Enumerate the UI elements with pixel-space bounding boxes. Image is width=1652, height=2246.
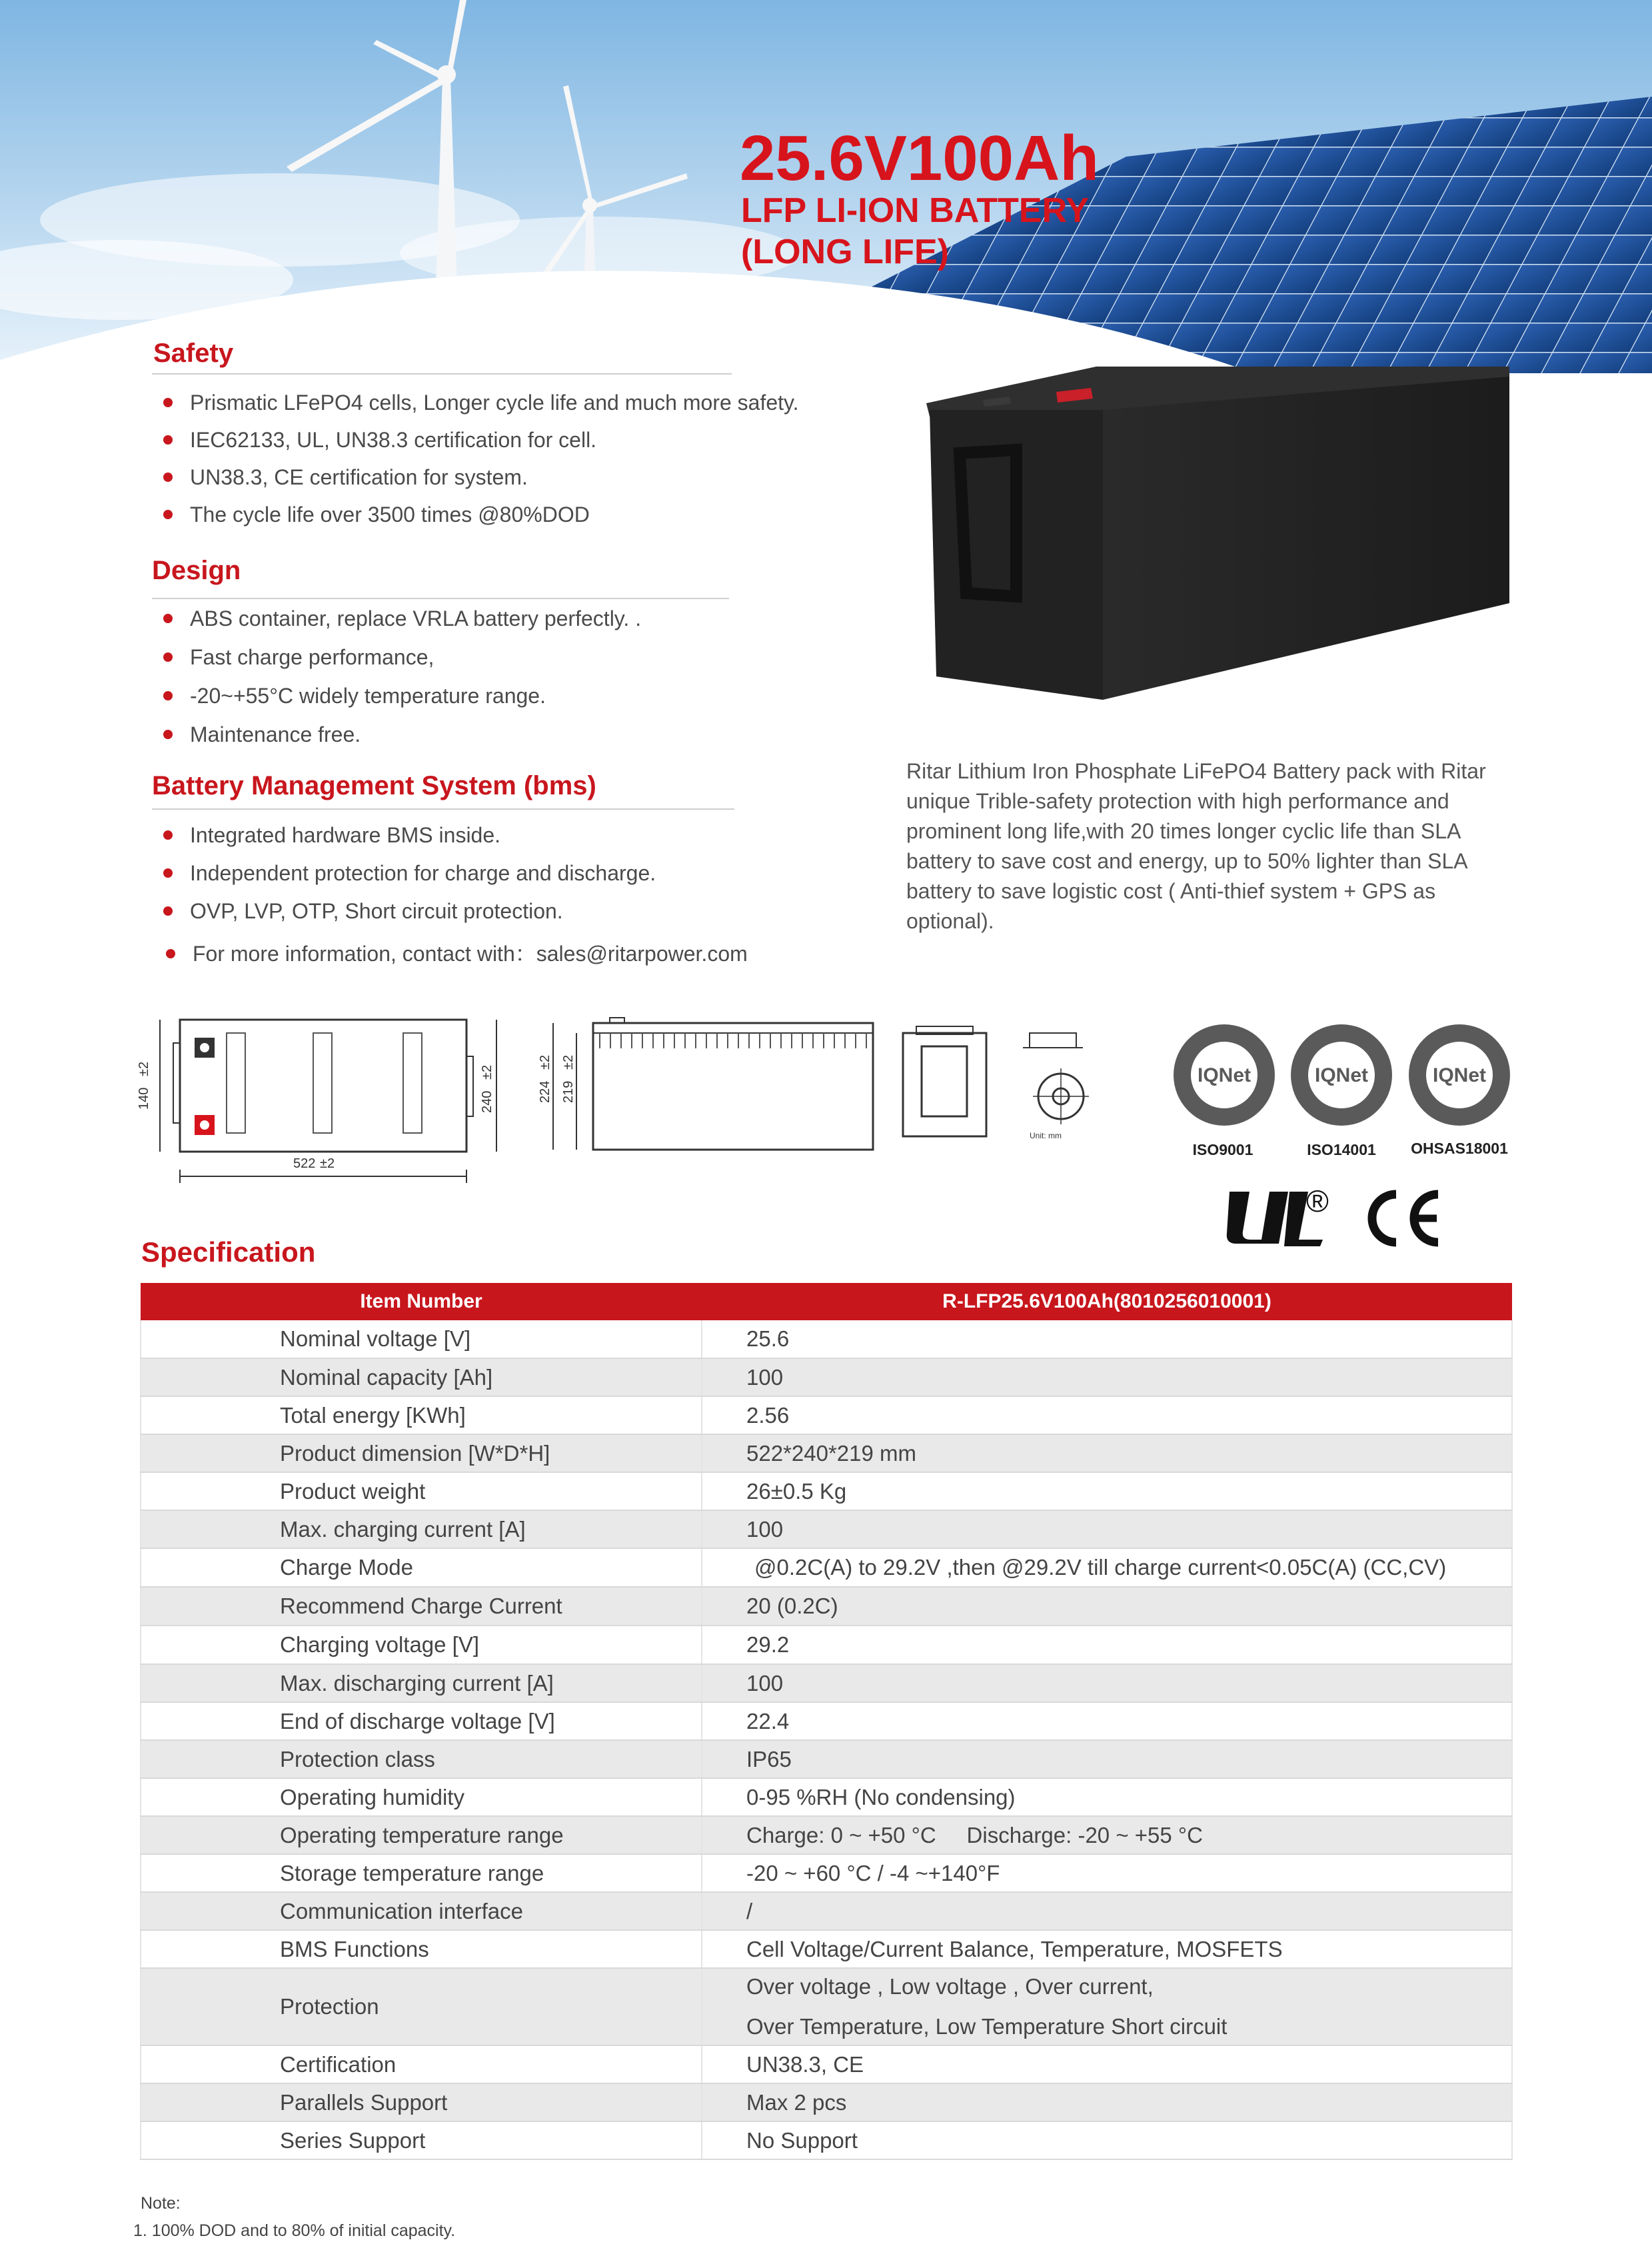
- bullet-icon: [163, 510, 173, 519]
- design-item-text: Maintenance free.: [190, 722, 361, 746]
- spec-value: Charge: 0 ~ +50 °C Discharge: -20 ~ +55 °C: [702, 1816, 1512, 1854]
- spec-key: Operating temperature range: [141, 1816, 702, 1854]
- bullet-icon: [163, 473, 173, 482]
- spec-value: -20 ~ +60 °C / -4 ~+140°F: [702, 1854, 1512, 1892]
- spec-key: Charge Mode: [141, 1548, 702, 1587]
- safety-divider: [152, 373, 732, 375]
- product-title: 25.6V100Ah: [740, 123, 1100, 194]
- safety-item: [163, 428, 596, 453]
- spec-key: Nominal capacity [Ah]: [141, 1358, 702, 1396]
- subtitle-line-1: LFP LI-ION BATTERY: [741, 191, 1089, 230]
- design-item: [163, 606, 641, 631]
- bms-item: [166, 937, 748, 968]
- terminal-detail-drawing: [1023, 1033, 1089, 1140]
- spec-value: /: [702, 1892, 1512, 1930]
- iqnet-seal-icon: [1174, 1024, 1275, 1126]
- total-height-tolerance: ±2: [538, 1054, 552, 1070]
- bullet-icon: [163, 868, 173, 878]
- ce-mark-icon: [1359, 1186, 1443, 1250]
- bullet-icon: [163, 435, 173, 445]
- bms-item: [163, 823, 500, 848]
- unit-label: Unit: mm: [1030, 1131, 1062, 1140]
- spec-key: BMS Functions: [141, 1930, 702, 1968]
- spec-value-line-1: Over voltage , Low voltage , Over current,: [746, 1974, 1154, 1999]
- bullet-icon: [163, 691, 173, 700]
- specification-heading: Specification: [141, 1236, 316, 1268]
- spec-value: 25.6: [702, 1320, 1512, 1358]
- safety-item: [163, 503, 590, 527]
- safety-item-text: Prismatic LFePO4 cells, Longer cycle life and much more safety.: [190, 391, 799, 415]
- spec-header-model: R-LFP25.6V100Ah(8010256010001): [702, 1283, 1512, 1320]
- spec-key: Product weight: [141, 1472, 702, 1510]
- case-height-dimension: 219: [561, 1080, 576, 1103]
- spec-key: Protection: [141, 1968, 702, 2045]
- product-description: Ritar Lithium Iron Phosphate LiFePO4 Battery pack with Ritar unique Trible-safety protection with high performance and prominent long life,with 20 times longer cyclic life than SLA battery to save cost and energy, up to 50% lighter than SLA battery to save logistic cost ( Anti-thief system + GPS as optional).: [906, 759, 1486, 933]
- safety-item: [163, 391, 799, 415]
- spec-key: Protection class: [141, 1740, 702, 1778]
- bms-item-text: For more information, contact with：sales@ritarpower.com: [193, 942, 748, 966]
- bms-item: [163, 899, 563, 924]
- spec-header-item: Item Number: [141, 1283, 702, 1320]
- bullet-icon: [163, 652, 173, 662]
- spec-header-row: [141, 1283, 1512, 1320]
- spec-value: 100: [702, 1664, 1512, 1702]
- design-item: [163, 645, 434, 670]
- depth-dimension: 240: [480, 1090, 494, 1113]
- note-item: 1. 100% DOD and to 80% of initial capacity.: [133, 2221, 456, 2240]
- note-label: Note:: [141, 2194, 181, 2213]
- spec-key: Series Support: [141, 2121, 702, 2159]
- spec-key: Max. discharging current [A]: [141, 1664, 702, 1702]
- spec-value: IP65: [702, 1740, 1512, 1778]
- top-view-drawing: [137, 1020, 496, 1183]
- spec-value: 2.56: [702, 1396, 1512, 1434]
- spec-value: @0.2C(A) to 29.2V ,then @29.2V till charge current<0.05C(A) (CC,CV): [702, 1548, 1512, 1587]
- spec-key: Communication interface: [141, 1892, 702, 1930]
- case-height-tolerance: ±2: [561, 1054, 576, 1070]
- spec-key: Recommend Charge Current: [141, 1587, 702, 1626]
- bms-item-text: OVP, LVP, OTP, Short circuit protection.: [190, 899, 563, 923]
- spec-value: 26±0.5 Kg: [702, 1472, 1512, 1510]
- bullet-icon: [163, 830, 173, 840]
- design-heading: Design: [152, 556, 241, 585]
- seal-text: IQNet: [1197, 1064, 1251, 1086]
- subtitle-line-2: (LONG LIFE): [741, 233, 949, 271]
- spec-key: Certification: [141, 2045, 702, 2083]
- spec-key: Parallels Support: [141, 2083, 702, 2121]
- spec-value: No Support: [702, 2121, 1512, 2159]
- bullet-icon: [163, 398, 173, 407]
- width-tolerance: ±2: [320, 1156, 335, 1171]
- spec-key: Product dimension [W*D*H]: [141, 1434, 702, 1472]
- certification-seals: [1170, 1023, 1516, 1133]
- depth-tolerance: ±2: [480, 1064, 494, 1080]
- spec-key: Charging voltage [V]: [141, 1626, 702, 1664]
- design-item-text: ABS container, replace VRLA battery perfectly. .: [190, 606, 642, 630]
- registered-mark: ®: [1306, 1184, 1329, 1218]
- spec-value-line-2: Over Temperature, Low Temperature Short circuit: [746, 2014, 1228, 2039]
- bullet-icon: [163, 730, 173, 739]
- battery-product-image: [916, 340, 1543, 713]
- product-subtitle: [741, 190, 1089, 273]
- safety-item: [163, 465, 528, 490]
- spec-value: 100: [702, 1358, 1512, 1396]
- safety-item-text: IEC62133, UL, UN38.3 certification for cell.: [190, 428, 597, 452]
- safety-item-text: UN38.3, CE certification for system.: [190, 465, 528, 489]
- specification-table: [140, 1283, 1513, 2160]
- spec-value: [702, 1968, 1512, 2045]
- spec-value: 0-95 %RH (No condensing): [702, 1778, 1512, 1816]
- design-item: [163, 722, 361, 747]
- spec-value: 522*240*219 mm: [702, 1434, 1512, 1472]
- design-item-text: Fast charge performance,: [190, 645, 434, 669]
- spec-key: Nominal voltage [V]: [141, 1320, 702, 1358]
- bms-divider: [152, 808, 734, 810]
- dimension-drawings: [133, 1003, 1106, 1196]
- spec-value: UN38.3, CE: [702, 2045, 1512, 2083]
- cert-label-iso9001: ISO9001: [1192, 1141, 1253, 1158]
- bullet-icon: [163, 906, 173, 916]
- bms-item-text: Independent protection for charge and discharge.: [190, 861, 656, 885]
- bms-heading: Battery Management System (bms): [152, 771, 596, 800]
- bullet-icon: [163, 614, 173, 623]
- iqnet-seal-icon: [1291, 1024, 1392, 1126]
- bms-item-text: Integrated hardware BMS inside.: [190, 823, 501, 847]
- design-divider: [152, 598, 729, 599]
- spec-value: 20 (0.2C): [702, 1587, 1512, 1626]
- safety-item-text: The cycle life over 3500 times @80%DOD: [190, 503, 590, 527]
- seal-text: IQNet: [1432, 1064, 1487, 1086]
- end-view-drawing: [903, 1026, 986, 1136]
- spec-value: 100: [702, 1510, 1512, 1548]
- width-dimension: 522: [293, 1156, 316, 1171]
- bullet-icon: [166, 949, 175, 958]
- spec-value: Cell Voltage/Current Balance, Temperature, MOSFETS: [702, 1930, 1512, 1968]
- spec-key: End of discharge voltage [V]: [141, 1702, 702, 1740]
- spec-key: Storage temperature range: [141, 1854, 702, 1892]
- spec-value: 22.4: [702, 1702, 1512, 1740]
- seal-text: IQNet: [1314, 1064, 1369, 1086]
- design-item: [163, 684, 546, 708]
- side-view-drawing: [538, 1018, 873, 1150]
- safety-heading: Safety: [153, 339, 234, 368]
- height-dimension: 140: [137, 1087, 151, 1110]
- spec-key: Total energy [KWh]: [141, 1396, 702, 1434]
- header-banner: [0, 0, 1652, 373]
- height-tolerance: ±2: [137, 1061, 151, 1076]
- spec-key: Max. charging current [A]: [141, 1510, 702, 1548]
- cert-label-iso14001: ISO14001: [1307, 1141, 1376, 1158]
- design-item-text: -20~+55°C widely temperature range.: [190, 684, 546, 708]
- spec-key: Operating humidity: [141, 1778, 702, 1816]
- spec-value: 29.2: [702, 1626, 1512, 1664]
- total-height-dimension: 224: [538, 1080, 552, 1103]
- bms-item: [163, 861, 656, 886]
- spec-value: Max 2 pcs: [702, 2083, 1512, 2121]
- cert-label-ohsas18001: OHSAS18001: [1411, 1140, 1508, 1157]
- iqnet-seal-icon: [1409, 1024, 1510, 1126]
